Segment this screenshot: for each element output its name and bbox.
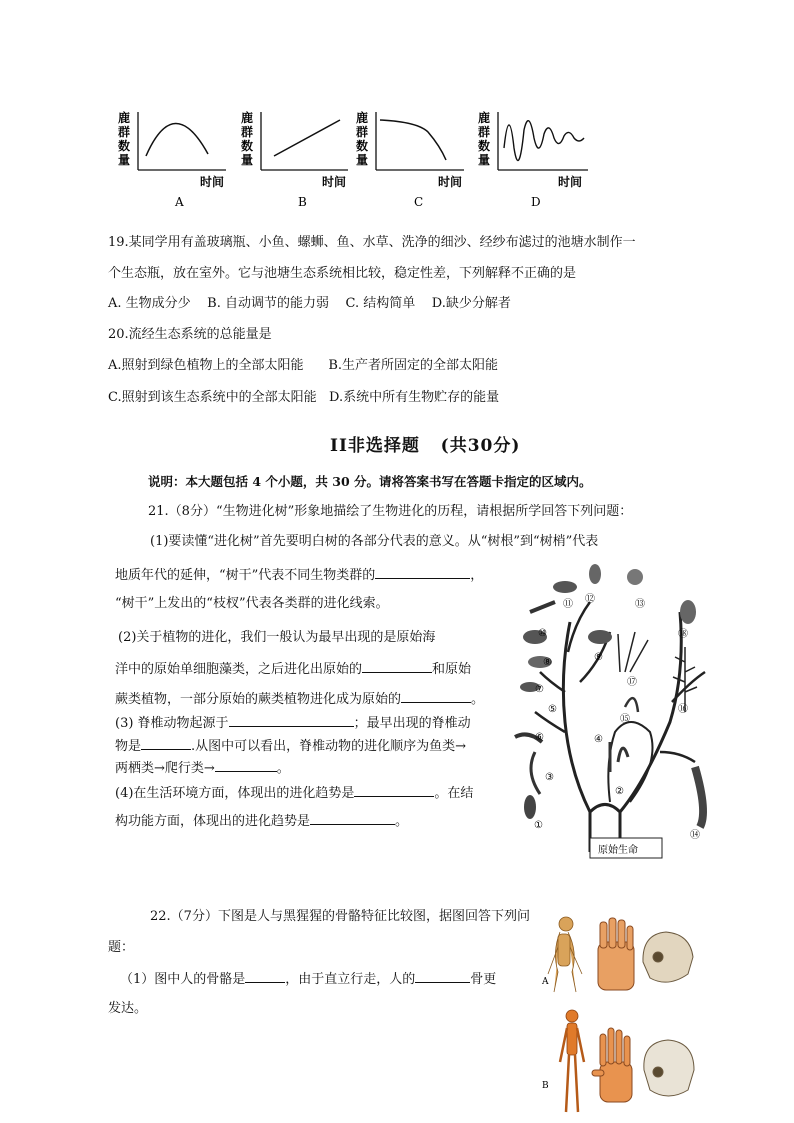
graph-a-ylabel-1: 鹿 — [118, 111, 131, 125]
tree-num-18: ⑱ — [678, 629, 688, 640]
answer-blank-21-7[interactable] — [354, 784, 434, 797]
q21-p2b-text: 洋中的原始单细胞藻类，之后进化出原始的 — [115, 662, 363, 677]
graph-c — [356, 110, 464, 209]
tree-num-10: ⑩ — [538, 628, 547, 639]
q22-p1a-text: （1）图中人的骨骼是 — [120, 972, 246, 987]
graph-b-ylabel-2: 群 — [241, 125, 254, 139]
answer-blank-21-4[interactable] — [229, 714, 354, 727]
q22-stem-line2: 题： — [108, 940, 135, 955]
q21-p4a — [115, 782, 473, 801]
tree-num-15: ⑮ — [620, 714, 630, 725]
answer-blank-22-1[interactable] — [245, 970, 285, 983]
graph-d-letter: D — [531, 195, 541, 209]
graph-a-letter: A — [175, 195, 184, 209]
tree-num-13: ⑬ — [635, 599, 645, 610]
tree-num-4: ④ — [594, 734, 603, 745]
tree-num-11: ⑪ — [563, 599, 573, 610]
q21-p3b-end: .从图中可以看出，脊椎动物的进化顺序为鱼类→ — [191, 739, 467, 754]
population-graphs — [108, 108, 608, 213]
graph-c-ylabel-4: 量 — [356, 153, 369, 167]
answer-blank-21-1[interactable] — [375, 566, 470, 579]
q21-p2a: (2)关于植物的进化，我们一般认为最早出现的是原始海 — [118, 630, 436, 645]
q21-p1b-end: ， — [470, 568, 484, 583]
q21-p3b — [115, 735, 466, 754]
q20-stem: 20.流经生态系统的总能量是 — [108, 327, 272, 342]
tree-num-16: ⑯ — [678, 704, 688, 715]
q21-p4b — [115, 810, 408, 829]
graph-c-curve — [380, 120, 446, 160]
graph-d-xlabel: 时间 — [558, 175, 583, 189]
answer-blank-21-6[interactable] — [215, 759, 277, 772]
graph-a-xlabel: 时间 — [200, 175, 225, 189]
q21-p1b-text: 地质年代的延伸，“树干”代表不同生物类群的 — [115, 568, 376, 583]
graph-b-curve — [274, 120, 340, 156]
evolution-tree-figure — [510, 562, 725, 862]
human-skeleton — [560, 1010, 584, 1112]
graph-c-ylabel-2: 群 — [356, 125, 369, 139]
graph-a-ylabel-4: 量 — [118, 153, 131, 167]
graph-d-ylabel-1: 鹿 — [478, 111, 491, 125]
q21-p2c-end: 。 — [471, 692, 485, 707]
graph-d-curve — [504, 121, 584, 161]
q19-options: A. 生物成分少 B. 自动调节的能力弱 C. 结构简单 D.缺少分解者 — [108, 296, 511, 311]
graph-a — [118, 110, 226, 209]
fig-label-b: B — [542, 1081, 549, 1091]
human-skull — [644, 1040, 694, 1096]
q21-p4b-text: 构功能方面，体现出的进化趋势是 — [115, 814, 311, 829]
tree-num-6: ⑥ — [535, 732, 544, 743]
tree-num-2: ② — [615, 786, 624, 797]
graph-b-ylabel-1: 鹿 — [241, 111, 254, 125]
graph-b-ylabel-3: 数 — [241, 139, 254, 153]
chimp-skull — [643, 932, 693, 982]
graph-a-ylabel-3: 数 — [118, 139, 131, 153]
tree-num-9: ⑨ — [594, 652, 603, 663]
tree-root-label: 原始生命 — [598, 845, 638, 856]
q20-options-ab: A.照射到绿色植物上的全部太阳能 B.生产者所固定的全部太阳能 — [108, 358, 499, 373]
chimp-skeleton — [548, 917, 582, 992]
population-graphs-svg — [108, 108, 608, 213]
q21-p1a: (1)要读懂“进化树”首先要明白树的各部分代表的意义。从“树根”到“树梢”代表 — [150, 534, 599, 549]
graph-d-ylabel-2: 群 — [478, 125, 491, 139]
answer-blank-21-3[interactable] — [401, 690, 471, 703]
skeleton-comparison-figure — [538, 912, 698, 1117]
tree-num-12: ⑫ — [585, 594, 595, 605]
q21-p2c — [115, 688, 484, 707]
graph-a-ylabel-2: 群 — [118, 125, 131, 139]
fig-label-a: A — [542, 977, 549, 987]
q19-line1: 19.某同学用有盖玻璃瓶、小鱼、螺蛳、鱼、水草、洗净的细沙、经纱布滤过的池塘水制作一 — [108, 235, 636, 250]
graph-c-ylabel-3: 数 — [356, 139, 369, 153]
q20-options-cd: C.照射到该生态系统中的全部太阳能 D.系统中所有生物贮存的能量 — [108, 390, 500, 405]
q21-p1b — [115, 564, 483, 583]
q21-p3a — [115, 712, 471, 731]
tree-num-5: ⑤ — [548, 704, 557, 715]
q21-p3c — [115, 757, 290, 776]
chimp-hand — [598, 918, 634, 990]
tree-num-8: ⑧ — [543, 657, 552, 668]
q21-p3c-text: 两栖类→爬行类→ — [115, 761, 215, 776]
graph-b-ylabel-4: 量 — [241, 153, 254, 167]
q22-p1b: 发达。 — [108, 1001, 148, 1016]
q21-p4a-text: (4)在生活环境方面，体现出的进化趋势是 — [115, 786, 355, 801]
graph-d-ylabel-3: 数 — [478, 139, 491, 153]
human-hand — [592, 1028, 632, 1102]
graph-b-xlabel: 时间 — [322, 175, 347, 189]
answer-blank-21-8[interactable] — [310, 812, 395, 825]
q21-p3a-text: (3) 脊椎动物起源于 — [115, 716, 229, 731]
graph-b-letter: B — [298, 195, 307, 209]
answer-blank-21-2[interactable] — [362, 660, 432, 673]
q19-line2: 个生态瓶，放在室外。它与池塘生态系统相比较，稳定性差，下列解释不正确的是 — [108, 266, 577, 281]
answer-blank-22-2[interactable] — [415, 970, 470, 983]
q21-p2c-text: 蕨类植物，一部分原始的蕨类植物进化成为原始的 — [115, 692, 402, 707]
graph-c-letter: C — [414, 195, 424, 209]
graph-a-curve — [146, 123, 208, 156]
q21-p3b-text: 物是 — [115, 739, 142, 754]
tree-num-1: ① — [534, 820, 543, 831]
q21-p1c: “树干”上发出的“枝杈”代表各类群的进化线索。 — [115, 596, 389, 611]
evolution-tree-svg — [510, 562, 725, 862]
q21-p2b — [115, 658, 471, 677]
graph-c-ylabel-1: 鹿 — [356, 111, 369, 125]
graph-d — [478, 110, 588, 209]
q22-stem-line1: 22.（7分）下图是人与黑猩猩的骨骼特征比较图，据图回答下列问 — [150, 909, 530, 924]
q21-p4a-end: 。在结 — [434, 786, 474, 801]
q21-stem: 21.（8分）“生物进化树”形象地描绘了生物进化的历程，请根据所学回答下列问题： — [148, 504, 633, 519]
tree-num-3: ③ — [545, 772, 554, 783]
tree-num-7: ⑦ — [535, 684, 544, 695]
q22-p1a-end: 骨更 — [470, 972, 497, 987]
q22-p1a — [120, 968, 496, 987]
graph-b — [241, 110, 348, 209]
graph-c-xlabel: 时间 — [438, 175, 463, 189]
skeleton-comparison-svg — [538, 912, 698, 1117]
tree-num-14: ⑭ — [690, 830, 700, 841]
q22-p1a-mid: ，由于直立行走，人的 — [285, 972, 416, 987]
q21-p2b-end: 和原始 — [432, 662, 472, 677]
tree-num-17: ⑰ — [627, 677, 637, 688]
q21-p3a-end: ；最早出现的脊椎动 — [353, 716, 471, 731]
answer-blank-21-5[interactable] — [141, 737, 191, 750]
graph-d-ylabel-4: 量 — [478, 153, 491, 167]
q21-p3c-end: 。 — [276, 761, 290, 776]
section-2-title: II非选择题 (共30分) — [330, 436, 521, 456]
q21-p4b-end: 。 — [395, 814, 409, 829]
section-2-note: 说明：本大题包括 4 个小题，共 30 分。请将答案书写在答题卡指定的区域内。 — [148, 474, 592, 489]
